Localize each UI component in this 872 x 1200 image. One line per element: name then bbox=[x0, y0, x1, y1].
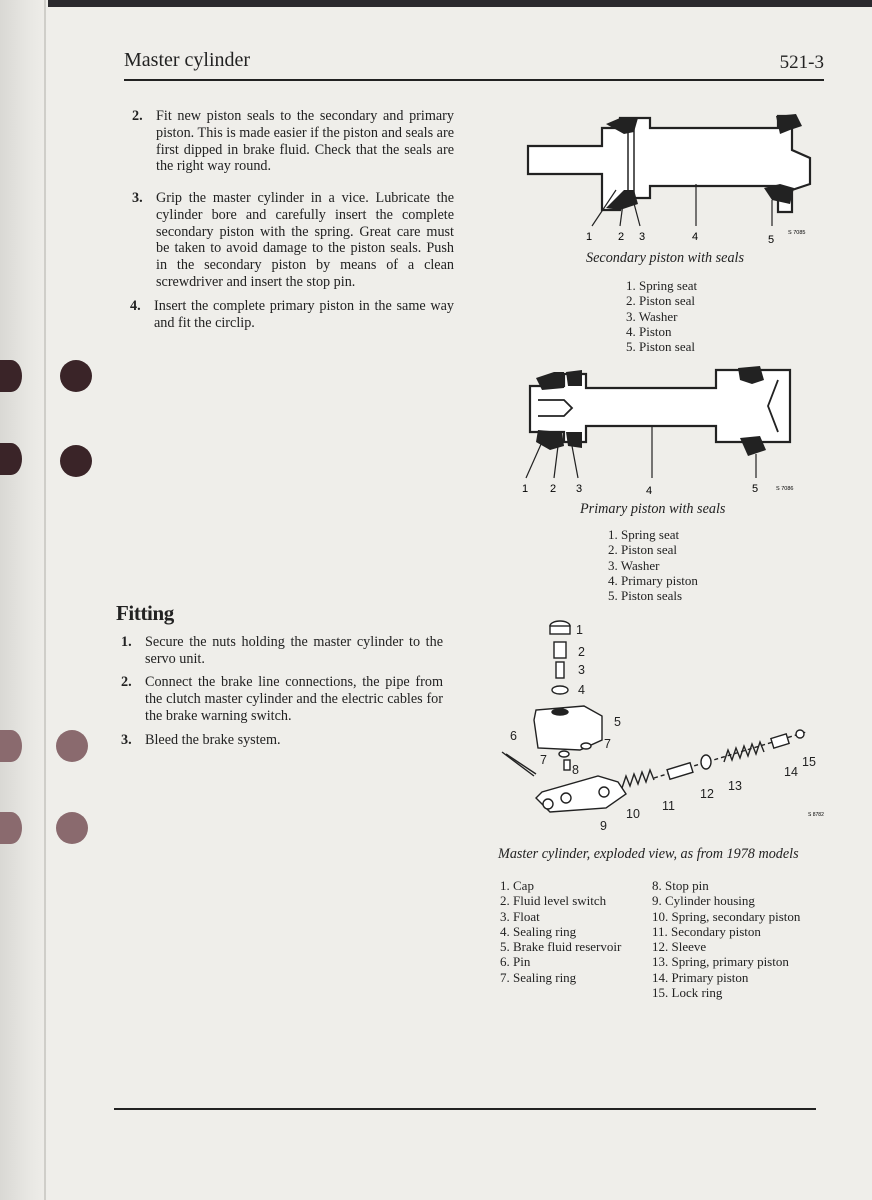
step-text: Fit new piston seals to the secondary and primary piston. This is made easier if the piston and seals are first dipped in brake fluid. Check that the seals are the right way round. bbox=[156, 108, 454, 175]
callout-label: 13 bbox=[728, 779, 742, 793]
legend-item: 2. Piston seal bbox=[608, 542, 677, 558]
footer-rule bbox=[114, 1108, 816, 1110]
figure-legend bbox=[626, 278, 697, 354]
step-number: 2. bbox=[121, 674, 132, 690]
figure-code: S 8782 bbox=[808, 812, 824, 818]
callout-label: 8 bbox=[572, 763, 579, 777]
legend-item: 4. Primary piston bbox=[608, 572, 698, 588]
pin-part bbox=[506, 754, 536, 774]
callout-label: 14 bbox=[784, 765, 798, 779]
callout-label: 1 bbox=[586, 231, 593, 243]
lock-ring-part bbox=[796, 730, 804, 738]
callout-label: 3 bbox=[576, 483, 583, 495]
sealing-ring-part bbox=[552, 686, 568, 694]
instruction-step bbox=[121, 732, 443, 749]
legend-item: 4. Sealing ring bbox=[500, 923, 577, 939]
step-text: Bleed the brake system. bbox=[145, 732, 281, 748]
legend-item: 5. Piston seals bbox=[608, 588, 683, 604]
figure-caption: Master cylinder, exploded view, as from 1978 models bbox=[498, 846, 799, 862]
legend-item: 1. Spring seat bbox=[608, 527, 680, 542]
legend-item: 3. Float bbox=[500, 908, 540, 924]
callout-label: 1 bbox=[522, 483, 529, 495]
legend-item: 8. Stop pin bbox=[652, 878, 709, 893]
step-text: Connect the brake line connections, the pipe from the clutch master cylinder and the electric cables for the brake warning switch. bbox=[145, 674, 443, 724]
seal-shape bbox=[566, 432, 582, 448]
figure-caption: Primary piston with seals bbox=[580, 501, 726, 517]
step-text: Insert the complete primary piston in the same way and fit the circlip. bbox=[154, 298, 454, 331]
callout-label: 7 bbox=[604, 737, 611, 751]
legend-item: 15. Lock ring bbox=[652, 985, 723, 1001]
figure-legend-left bbox=[500, 878, 621, 985]
callout-label: 15 bbox=[802, 755, 816, 769]
secondary-piston-diagram bbox=[520, 104, 820, 250]
punch-hole bbox=[0, 360, 22, 392]
callout-label: 2 bbox=[550, 483, 557, 495]
legend-item: 13. Spring, primary piston bbox=[652, 954, 789, 970]
legend-item: 1. Spring seat bbox=[626, 278, 698, 293]
callout-label: 10 bbox=[626, 807, 640, 821]
page-number: 521-3 bbox=[779, 52, 824, 73]
reservoir-neck bbox=[552, 709, 568, 715]
legend-item: 10. Spring, secondary piston bbox=[652, 908, 801, 924]
legend-item: 14. Primary piston bbox=[652, 969, 749, 985]
page-header bbox=[124, 47, 824, 81]
callout-label: 4 bbox=[692, 231, 699, 243]
legend-item: 1. Cap bbox=[500, 878, 534, 893]
callout-label: 4 bbox=[646, 485, 653, 497]
page-title: Master cylinder bbox=[124, 49, 251, 71]
legend-item: 4. Piston bbox=[626, 323, 672, 339]
instruction-step bbox=[132, 108, 454, 175]
pin-part bbox=[502, 752, 534, 776]
primary-piston-part bbox=[771, 734, 789, 748]
punch-hole bbox=[0, 812, 22, 844]
primary-spring-part bbox=[724, 742, 764, 762]
instruction-step bbox=[121, 634, 443, 668]
float-part bbox=[556, 662, 564, 678]
leader-line bbox=[554, 446, 558, 478]
legend-item: 3. Washer bbox=[608, 557, 660, 573]
instruction-step bbox=[132, 190, 454, 291]
housing-port bbox=[599, 787, 609, 797]
callout-label: 6 bbox=[510, 729, 517, 743]
figure-legend-right bbox=[652, 878, 800, 1000]
figure-code: S 7086 bbox=[776, 486, 794, 492]
cap-part bbox=[550, 626, 570, 634]
legend-item: 5. Brake fluid reservoir bbox=[500, 939, 622, 955]
legend-item: 2. Fluid level switch bbox=[500, 893, 607, 909]
secondary-piston-part bbox=[667, 763, 693, 780]
callout-label: 5 bbox=[752, 483, 759, 495]
legend-item: 5. Piston seal bbox=[626, 339, 695, 355]
callout-label: 5 bbox=[768, 234, 775, 246]
step-number: 3. bbox=[121, 732, 132, 748]
step-text: Secure the nuts holding the master cylinder to the servo unit. bbox=[145, 634, 443, 667]
section-heading-fitting: Fitting bbox=[116, 601, 174, 625]
callout-label: 5 bbox=[614, 715, 621, 729]
callout-label: 7 bbox=[540, 753, 547, 767]
step-number: 2. bbox=[132, 108, 143, 124]
callout-label: 4 bbox=[578, 683, 585, 697]
secondary-spring-part bbox=[622, 770, 654, 788]
housing-port bbox=[561, 793, 571, 803]
punch-hole bbox=[60, 445, 92, 477]
punch-hole bbox=[0, 730, 22, 762]
punch-hole bbox=[0, 443, 22, 475]
punch-hole bbox=[56, 730, 88, 762]
spine-fold-line bbox=[44, 0, 46, 1200]
legend-item: 11. Secondary piston bbox=[652, 923, 761, 939]
legend-item: 6. Pin bbox=[500, 954, 531, 970]
seal-shape bbox=[566, 370, 582, 386]
figure-caption: Secondary piston with seals bbox=[586, 250, 745, 266]
instruction-step bbox=[121, 674, 443, 724]
top-edge-band bbox=[0, 0, 872, 7]
callout-label: 3 bbox=[578, 663, 585, 677]
piston-outline bbox=[528, 116, 810, 212]
callout-label: 12 bbox=[700, 787, 714, 801]
callout-label: 11 bbox=[662, 799, 675, 813]
step-number: 4. bbox=[130, 298, 141, 314]
leader-line bbox=[572, 446, 578, 478]
callout-label: 1 bbox=[576, 623, 583, 637]
figure-legend bbox=[608, 527, 698, 603]
punch-hole bbox=[56, 812, 88, 844]
punch-hole bbox=[60, 360, 92, 392]
step-text: Grip the master cylinder in a vice. Lubricate the cylinder bore and carefully insert the complete secondary piston with the spring. Great care must be taken to avoid damage to the piston seals. Push in the secondary piston by means of a clean screwdriver and insert the stop pin. bbox=[156, 190, 454, 290]
legend-item: 2. Piston seal bbox=[626, 293, 695, 309]
seal-shape bbox=[764, 184, 794, 204]
legend-item: 9. Cylinder housing bbox=[652, 893, 755, 909]
legend-item: 3. Washer bbox=[626, 308, 678, 324]
step-number: 1. bbox=[121, 634, 132, 650]
sealing-ring-part bbox=[581, 743, 591, 749]
callout-label: 2 bbox=[618, 231, 625, 243]
step-number: 3. bbox=[132, 190, 143, 206]
stop-pin-part bbox=[564, 760, 570, 770]
fluid-level-switch-part bbox=[554, 642, 566, 658]
legend-item: 12. Sleeve bbox=[652, 939, 707, 955]
figure-code: S 7085 bbox=[788, 230, 806, 236]
primary-piston-diagram bbox=[516, 360, 816, 498]
binding-spine bbox=[0, 0, 48, 1200]
callout-label: 3 bbox=[639, 231, 646, 243]
sealing-ring-part bbox=[559, 751, 569, 757]
callout-label: 2 bbox=[578, 645, 585, 659]
housing-port bbox=[543, 799, 553, 809]
sleeve-part bbox=[701, 755, 711, 769]
legend-item: 7. Sealing ring bbox=[500, 969, 577, 985]
master-cylinder-exploded-diagram bbox=[496, 612, 826, 838]
leader-line bbox=[526, 442, 542, 478]
callout-label: 9 bbox=[600, 819, 607, 833]
instruction-step bbox=[130, 298, 454, 332]
